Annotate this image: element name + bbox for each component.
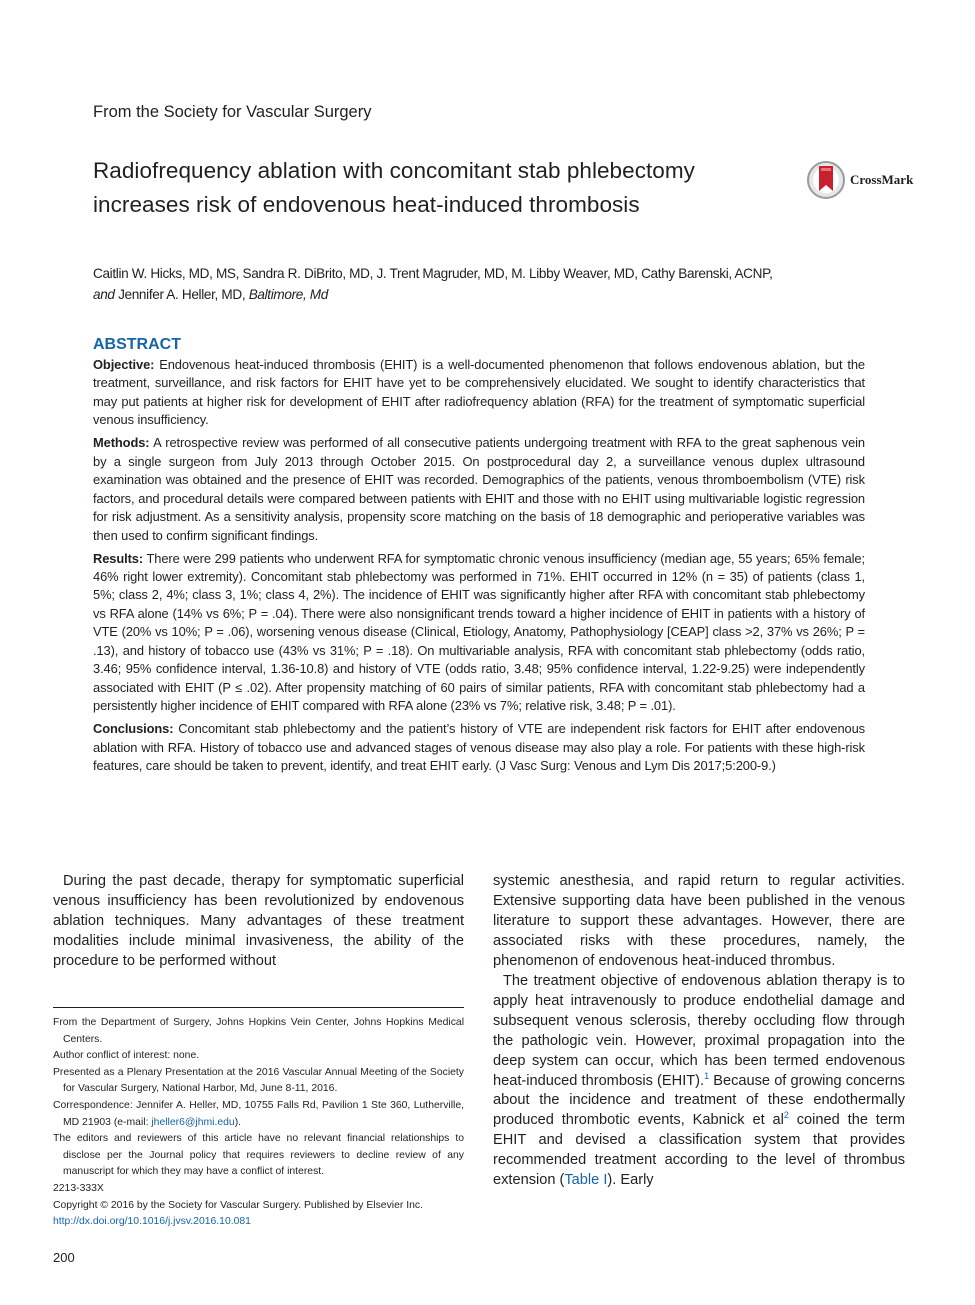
footnote-presented: Presented as a Plenary Presentation at the 2016 Vascular Annual Meeting of the Society for Vascular Surgery, National Harbor, Md, June 8-11, 2016. bbox=[53, 1066, 464, 1095]
footnote-copyright: Copyright © 2016 by the Society for Vascular Surgery. Published by Elsevier Inc. bbox=[53, 1199, 423, 1211]
page-number: 200 bbox=[53, 1250, 75, 1265]
para2-text-d: ). Early bbox=[607, 1172, 654, 1189]
authors-location: Baltimore, Md bbox=[248, 287, 328, 302]
results-text: There were 299 patients who underwent RFA for symptomatic chronic venous insufficiency (median age, 55 years; 65% female; 46% right lower extremity). Concomitant stab phlebectomy was performed in 71%. EHIT occurred in 12% (n = 35) of patients (class 1, 5%; class 2, 4%; class 3, 1%; class 4, 2%). The incidence of EHIT was significantly higher after RFA with concomitant stab phlebectomy vs RFA alone (14% vs 6%; P = .04). There were also nonsignificant trends toward a higher incidence of EHIT in patients with a history of VTE (20% vs 10%; P = .06), worsening venous disease (Clinical, Etiology, Anatomy, Pathophysiology [CEAP] class >2, 37% vs 26%; P = .13), and history of tobacco use (43% vs 31%; P = .18). On multivariable analysis, RFA with concomitant stab phlebectomy (odds ratio, 3.46; 95% confidence interval, 1.36-10.8) and history of VTE (odds ratio, 3.48; 95% confidence interval, 1.22-9.25) were independently associated with EHIT (P ≤ .02). After propensity matching of 60 pairs of similar patients, RFA with concomitant stab phlebectomy had a persistently higher incidence of EHIT compared with RFA alone (23% vs 7%; relative risk, 3.48; P = .01). bbox=[93, 550, 865, 714]
para2-text-c: coined the term EHIT and devised a classification system that provides recommended treatment according to the level of thrombus extension ( bbox=[493, 1112, 905, 1189]
results-label: Results: bbox=[93, 550, 144, 566]
objective-label: Objective: bbox=[93, 357, 155, 372]
intro-paragraph-1: During the past decade, therapy for symptomatic superficial venous insufficiency has been revolutionized by endovenous ablation techniques. Many advantages of these treatment modalities include minimal invasiveness, the ability of the procedure to be performed without bbox=[53, 873, 464, 969]
section-heading: From the Society for Vascular Surgery bbox=[93, 103, 372, 121]
email-link[interactable]: jheller6@jhmi.edu bbox=[151, 1116, 235, 1128]
abstract-body bbox=[93, 356, 865, 780]
footnote-correspondence bbox=[53, 1098, 464, 1131]
abstract-conclusions bbox=[93, 720, 865, 775]
methods-label: Methods: bbox=[93, 435, 150, 451]
correspondence-text: Correspondence: Jennifer A. Heller, MD, 10755 Falls Rd, Pavilion 1 Ste 360, Lutherville, MD 21903 (e-mail: bbox=[53, 1099, 464, 1128]
author-list bbox=[93, 263, 873, 305]
abstract-results bbox=[93, 550, 865, 716]
abstract-heading: ABSTRACT bbox=[93, 336, 181, 353]
para2-text-b: Because of growing concerns about the incidence and treatment of these endothermally produced thrombotic events, Kabnick et al bbox=[493, 1072, 905, 1129]
footnote-divider bbox=[53, 1007, 464, 1008]
authors-last: Jennifer A. Heller, MD, bbox=[114, 287, 249, 302]
correspondence-end: ). bbox=[234, 1116, 242, 1128]
para2-text-a: The treatment objective of endovenous ablation therapy is to apply heat intravenously to produce endothelial damage and subsequent venous sclerosis, thereby occluding flow through the pathologic vein. However, proximal propagation into the deep system can occur, which has been termed endovenous heat-induced thrombosis (EHIT). bbox=[493, 972, 905, 1089]
intro-paragraph-1-cont: systemic anesthesia, and rapid return to regular activities. Extensive supporting data have been published in the venous literature to support these advantages. However, there are associated risks with these procedures, namely, the phenomenon of endovenous heat-induced thrombus. bbox=[493, 873, 905, 969]
table-1-link[interactable]: Table I bbox=[564, 1172, 608, 1189]
authors-line-1: Caitlin W. Hicks, MD, MS, Sandra R. DiBrito, MD, J. Trent Magruder, MD, M. Libby Weaver, MD, Cathy Barenski, ACNP, bbox=[93, 266, 773, 281]
crossmark-icon bbox=[806, 160, 846, 200]
footnote-conflict: Author conflict of interest: none. bbox=[53, 1050, 200, 1062]
doi-link[interactable]: http://dx.doi.org/10.1016/j.jvsv.2016.10.081 bbox=[53, 1216, 251, 1228]
methods-text: A retrospective review was performed of all consecutive patients undergoing treatment with RFA to the great saphenous vein by a single surgeon from July 2013 through October 2015. On postprocedural day 2, a surveillance venous duplex ultrasound examination was obtained and the presence of EHIT was recorded. Demographics of the patients, venous thromboembolism (VTE) risk factors, and procedural details were compared between patients with EHIT and those with no EHIT using multivariable logistic regression for risk adjustment. As a sensitivity analysis, propensity score matching on the basis of 18 demographic and perioperative variables was then used to confirm significant findings. bbox=[93, 435, 865, 543]
conclusions-label: Conclusions: bbox=[93, 721, 174, 737]
abstract-objective bbox=[93, 356, 865, 430]
reference-2-link[interactable]: 2 bbox=[783, 1110, 789, 1121]
footnotes bbox=[53, 1015, 464, 1231]
body-column-left bbox=[53, 872, 464, 972]
footnote-editors: The editors and reviewers of this article have no relevant financial relationships to disclose per the Journal policy that requires reviewers to decline review of any manuscript for which they may have a conflict of interest. bbox=[53, 1133, 464, 1178]
conclusions-text: Concomitant stab phlebectomy and the patient’s history of VTE are independent risk factors for EHIT after endovenous ablation with RFA. History of tobacco use and advanced stages of venous disease may also play a role. For patients with these high-risk features, care should be taken to prevent, identify, and treat EHIT early. (J Vasc Surg: Venous and Lym Dis 2017;5:200-9.) bbox=[93, 721, 865, 774]
crossmark-label: CrossMark bbox=[850, 172, 914, 187]
footnote-issn: 2213-333X bbox=[53, 1182, 104, 1194]
footnote-affiliation: From the Department of Surgery, Johns Hopkins Vein Center, Johns Hopkins Medical Centers. bbox=[53, 1017, 464, 1045]
crossmark-badge[interactable] bbox=[806, 160, 916, 200]
body-column-right bbox=[493, 872, 905, 1191]
reference-1-link[interactable]: 1 bbox=[704, 1070, 710, 1081]
intro-paragraph-2 bbox=[493, 972, 905, 1191]
authors-line-2 bbox=[93, 284, 873, 305]
article-title: Radiofrequency ablation with concomitant stab phlebectomy increases risk of endovenous heat-induced thrombosis bbox=[93, 158, 695, 217]
objective-text: Endovenous heat-induced thrombosis (EHIT) is a well-documented phenomenon that follows endovenous ablation, but the treatment, surveillance, and risk factors for EHIT have yet to be comprehensively elucidated. We sought to identify characteristics that may put patients at higher risk for development of EHIT after radiofrequency ablation (RFA) for the treatment of symptomatic superficial venous insufficiency. bbox=[93, 357, 865, 428]
authors-and: and bbox=[93, 287, 115, 302]
abstract-methods bbox=[93, 434, 865, 545]
